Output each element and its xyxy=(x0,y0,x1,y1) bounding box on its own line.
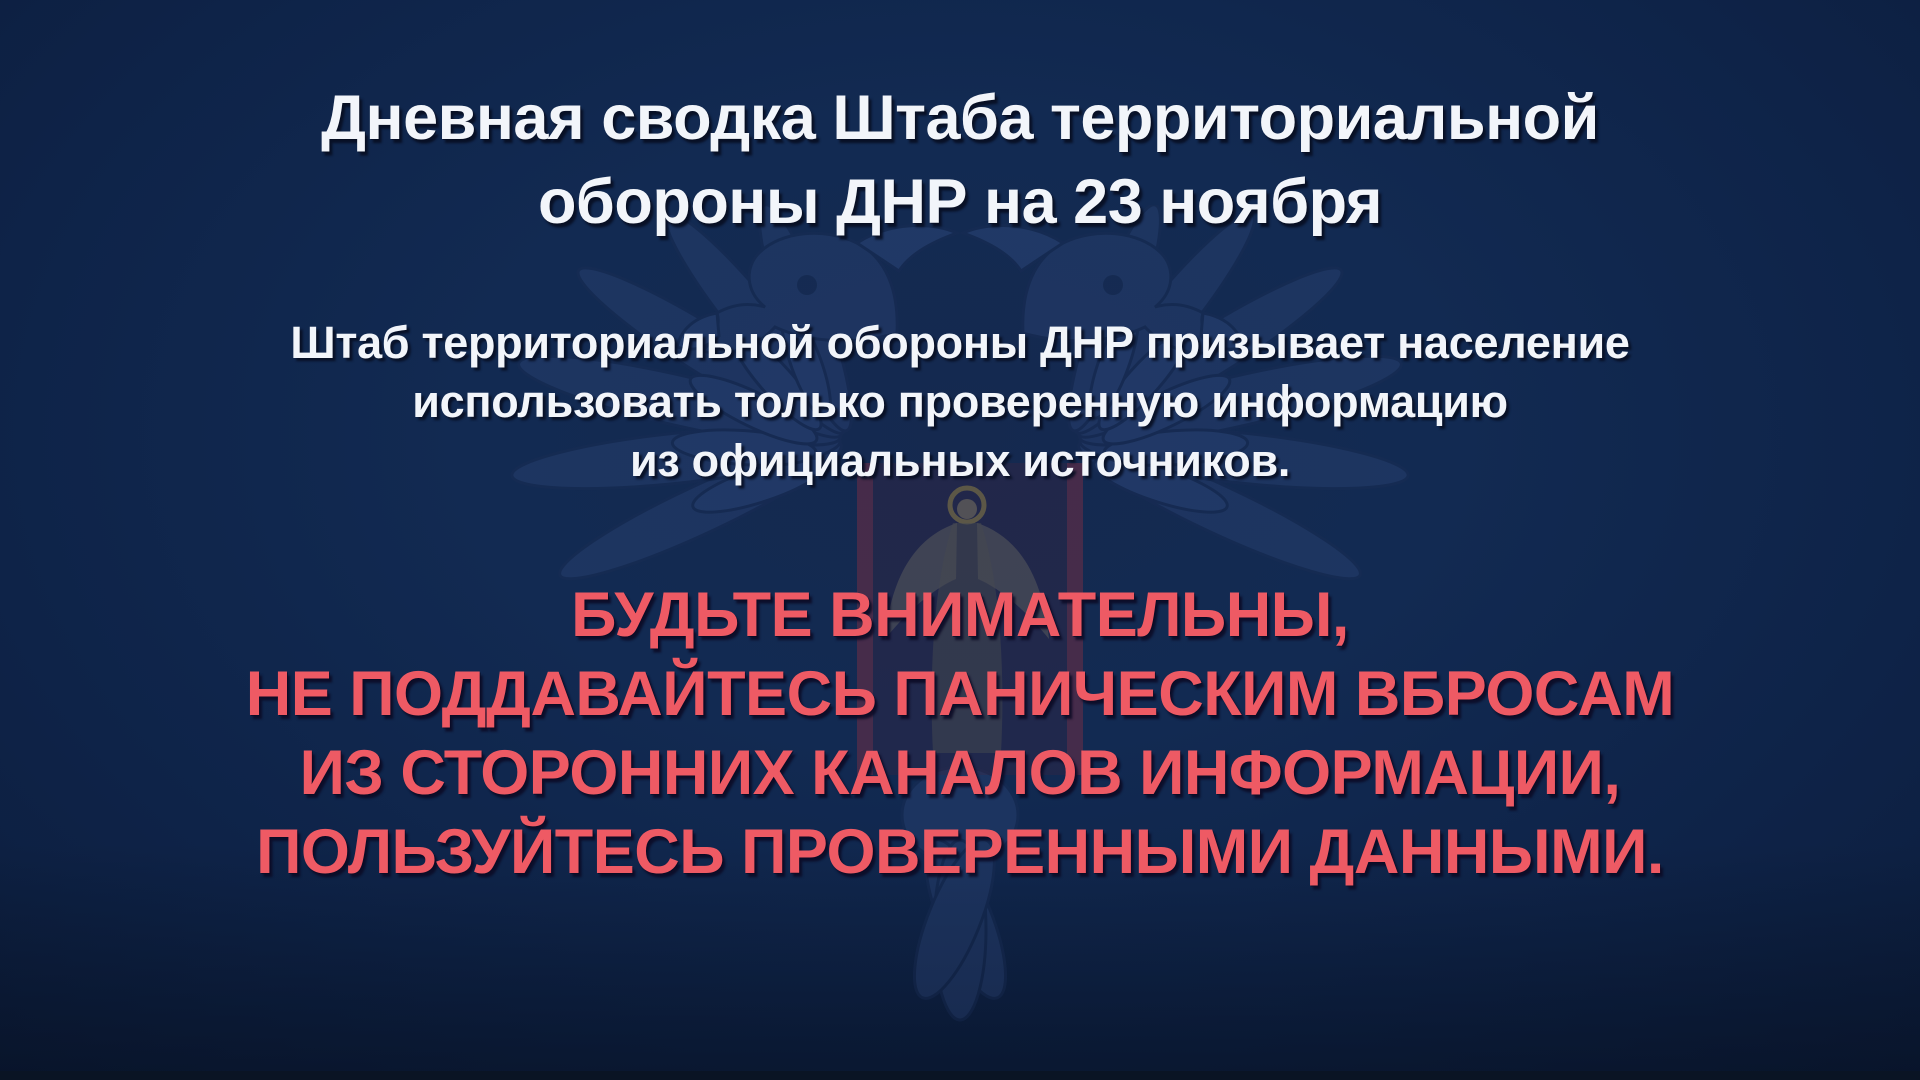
warning-line-2: НЕ ПОДДАВАЙТЕСЬ ПАНИЧЕСКИМ ВБРОСАМ xyxy=(245,659,1675,729)
warning-line-1: БУДЬТЕ ВНИМАТЕЛЬНЫ, xyxy=(571,580,1349,650)
warning-line-4: ПОЛЬЗУЙТЕСЬ ПРОВЕРЕННЫМИ ДАННЫМИ. xyxy=(256,817,1664,887)
title-line-2: обороны ДНР на 23 ноября xyxy=(537,167,1383,237)
body-line-1: Штаб территориальной обороны ДНР призывает население xyxy=(290,317,1630,368)
page-title xyxy=(0,76,1920,244)
body-text xyxy=(0,313,1920,490)
body-line-2: использовать только проверенную информацию xyxy=(412,376,1508,427)
warning-line-3: ИЗ СТОРОННИХ КАНАЛОВ ИНФОРМАЦИИ, xyxy=(299,738,1621,808)
title-line-1: Дневная сводка Штаба территориальной xyxy=(321,83,1599,153)
body-line-3: из официальных источников. xyxy=(629,435,1291,486)
bottom-letterbox-strip xyxy=(0,1071,1920,1080)
warning-text xyxy=(0,576,1920,892)
